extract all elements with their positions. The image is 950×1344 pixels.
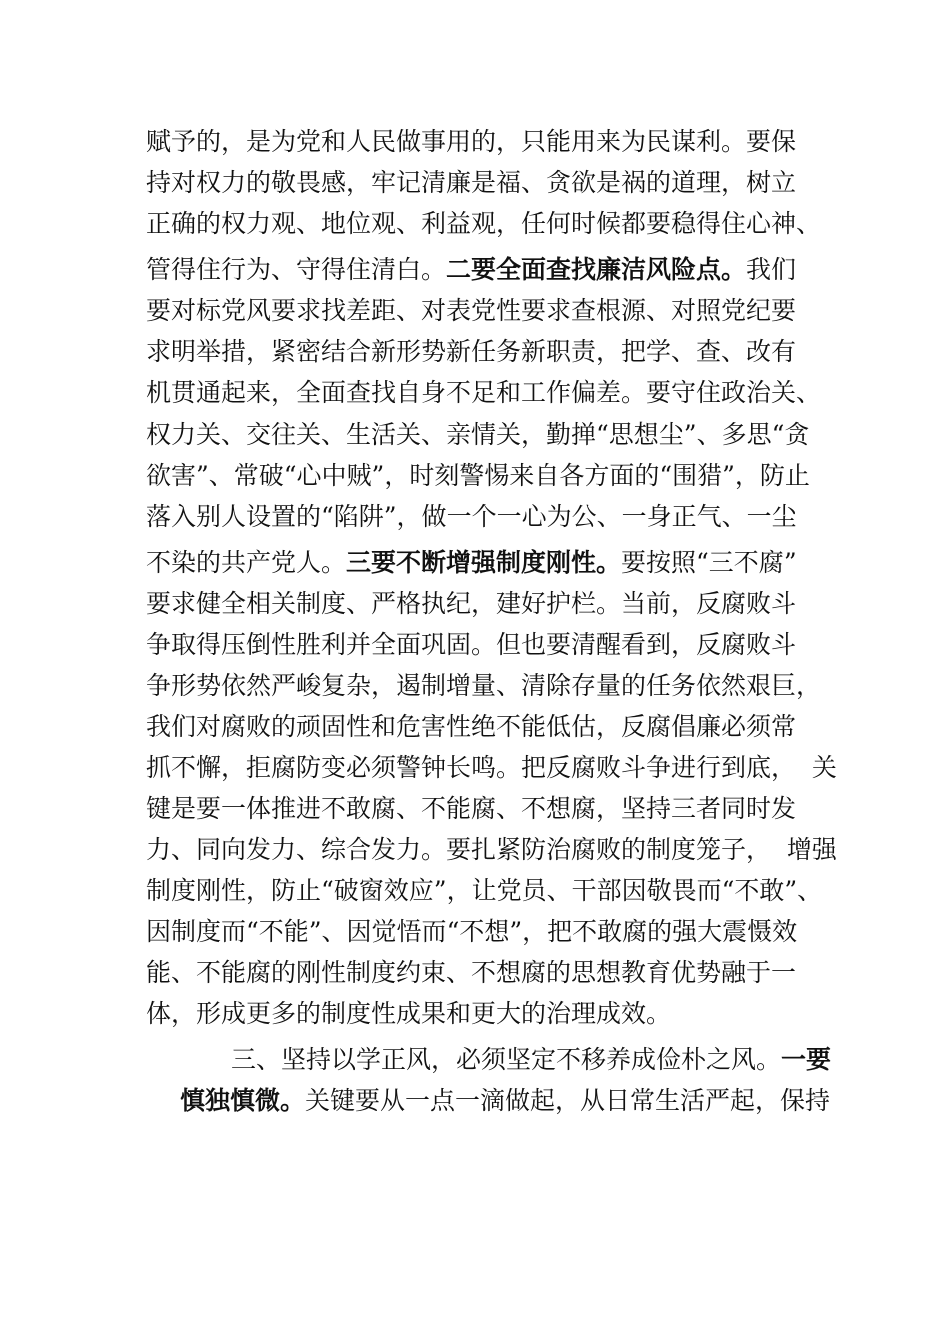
- text-line: 抓不懈，拒腐防变必须警钟长鸣。把反腐败斗争进行到底， 关: [146, 753, 837, 782]
- text-line: 争形势依然严峻复杂，遏制增量、清除存量的任务依然艰巨，: [146, 671, 822, 700]
- text-line: 机贯通起来，全面查找自身不足和工作偏差。要守住政治关、: [146, 378, 822, 407]
- bold-heading: 慎独慎微。: [180, 1086, 306, 1115]
- text-line: 权力关、交往关、生活关、亲情关，勤掸“思想尘”、多思“贪: [146, 420, 810, 449]
- text-line: 欲害”、常破“心中贼”，时刻警惕来自各方面的“围猎”，防止: [146, 461, 810, 490]
- text-line: 能、不能腐的刚性制度约束、不想腐的思想教育优势融于一: [146, 958, 797, 987]
- text-line: 力、同向发力、综合发力。要扎紧防治腐败的制度笼子， 增强: [146, 835, 837, 864]
- text-line: 管得住行为、守得住清白。二要全面查找廉洁风险点。我们: [146, 255, 797, 284]
- bold-heading: 二要全面查找廉洁风险点。: [446, 255, 747, 284]
- text-line: 持对权力的敬畏感，牢记清廉是福、贪欲是祸的道理，树立: [146, 168, 797, 197]
- text-line: 不染的共产党人。三要不断增强制度刚性。要按照“三不腐”: [146, 548, 797, 577]
- bold-heading: 三要不断增强制度刚性。: [346, 548, 622, 577]
- text-line: 争取得压倒性胜利并全面巩固。但也要清醒看到，反腐败斗: [146, 630, 797, 659]
- text-line: 要求健全相关制度、严格执纪，建好护栏。当前，反腐败斗: [146, 589, 797, 618]
- text-line: 因制度而“不能”、因觉悟而“不想”，把不敢腐的强大震慑效: [146, 917, 798, 946]
- text-line: 求明举措，紧密结合新形势新任务新职责，把学、查、改有: [146, 337, 797, 366]
- text-line: 体，形成更多的制度性成果和更大的治理成效。: [146, 999, 672, 1028]
- text-line: 慎独慎微。关键要从一点一滴做起，从日常生活严起，保持: [180, 1086, 831, 1115]
- text-line: 三、坚持以学正风，必须坚定不移养成俭朴之风。一要: [231, 1045, 832, 1074]
- text-line: 要对标党风要求找差距、对表党性要求查根源、对照党纪要: [146, 296, 797, 325]
- text-line: 正确的权力观、地位观、利益观，任何时候都要稳得住心神、: [146, 209, 822, 238]
- bold-heading: 一要: [781, 1045, 832, 1074]
- text-line: 我们对腐败的顽固性和危害性绝不能低估，反腐倡廉必须常: [146, 712, 797, 741]
- text-line: 制度刚性，防止“破窗效应”，让党员、干部因敬畏而“不敢”、: [146, 876, 823, 905]
- text-line: 键是要一体推进不敢腐、不能腐、不想腐，坚持三者同时发: [146, 794, 797, 823]
- text-line: 落入别人设置的“陷阱”，做一个一心为公、一身正气、一尘: [146, 502, 797, 531]
- text-line: 赋予的，是为党和人民做事用的，只能用来为民谋利。要保: [146, 127, 797, 156]
